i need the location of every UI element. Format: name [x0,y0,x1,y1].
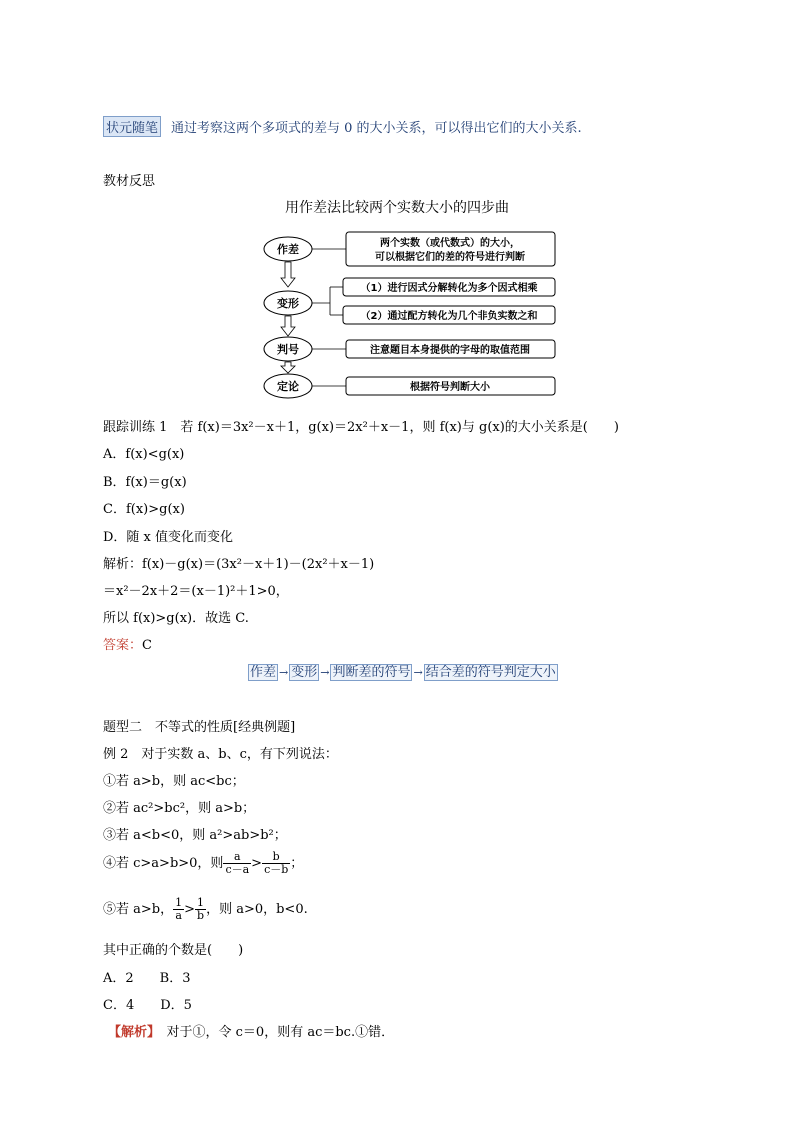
note-bianxing-1: （1）进行因式分解转化为多个因式相乘 [360,283,538,294]
four-step-diagram [0,0,794,410]
flow-step-1: 作差 [250,665,277,680]
example2-options-row2: C．4 D．5 [103,998,192,1013]
example2-s4: ④若 c>a>b>0，则 $\frac{a}{c-a}$ > $\frac{b}{c-b}$ ； [103,850,304,876]
note-panhao: 注意题目本身提供的字母的取值范围 [370,345,530,356]
exercise1-question: 跟踪训练 1 若 f(x)＝3x²－x＋1，g(x)＝2x²＋x－1，则 f(x)与 g(x)的大小关系是( ) [103,420,619,435]
note-zuocha-line1: 两个实数（或代数式）的大小， [380,238,520,249]
exercise1-answer [103,634,152,653]
example2-analysis [108,1021,394,1040]
step-label-panhao: 判号 [277,343,299,356]
example2-question: 其中正确的个数是( ) [103,943,244,958]
example2-intro: 例 2 对于实数 a、b、c，有下列说法： [103,747,338,762]
section-reflection: 教材反思 [103,174,156,189]
flow-step-3: 判断差的符号 [332,665,411,680]
answer-label: 答案： [103,638,143,653]
fraction: $\frac{a}{c-a}$ [225,850,250,876]
arrow-right-icon: → [413,666,423,679]
example2-s1: ①若 a>b，则 ac<bc； [103,774,245,789]
fraction: $\frac{1}{a}$ [175,896,183,922]
note-dinglun: 根据符号判断大小 [410,382,490,393]
fraction: $\frac{1}{b}$ [197,896,205,922]
analysis-label: 【解析】 [108,1025,154,1040]
down-arrow-icon [281,262,295,287]
note-zuocha-line2: 可以根据它们的差的符号进行判断 [375,252,525,263]
example2-s5: ⑤若 a>b， $\frac{1}{a}$ > $\frac{1}{b}$ ，则 a>0，b<0. [103,896,308,922]
exercise1-solution-1: 解析：f(x)－g(x)＝(3x²－x＋1)－(2x²＋x－1) [103,557,375,572]
step-label-dinglun: 定论 [277,380,299,393]
down-arrow-icon [281,362,295,373]
type2-title: 题型二 不等式的性质[经典例题] [103,720,296,735]
step-label-zuocha: 作差 [277,243,299,256]
tip-text: 通过考察这两个多项式的差与 0 的大小关系，可以得出它们的大小关系. [171,121,582,136]
example2-options-row1: A．2 B．3 [103,971,191,986]
exercise1-option-b: B．f(x)＝g(x) [103,475,187,490]
flow-summary [248,661,558,680]
exercise1-option-a: A．f(x)<g(x) [103,447,185,462]
arrow-right-icon: → [320,666,330,679]
exercise1-option-c: C．f(x)>g(x) [103,502,185,517]
step-label-bianxing: 变形 [277,297,299,310]
fraction: $\frac{b}{c-b}$ [264,850,289,876]
flow-step-4: 结合差的符号判定大小 [425,665,556,680]
analysis-text: 对于①，令 c＝0，则有 ac＝bc.①错． [153,1025,395,1040]
example2-s3: ③若 a<b<0，则 a²>ab>b²； [103,828,287,843]
answer-value: C [142,638,152,653]
flow-step-2: 变形 [291,665,318,680]
diagram-title: 用作差法比较两个实数大小的四步曲 [285,200,509,216]
note-bianxing-2: （2）通过配方转化为几个非负实数之和 [360,311,538,322]
down-arrow-icon [281,316,295,336]
exercise1-option-d: D．随 x 值变化而变化 [103,530,234,545]
exercise1-solution-2: ＝x²－2x＋2＝(x－1)²＋1>0， [103,584,289,599]
tip-label: 状元随笔 [103,116,161,137]
exercise1-solution-3: 所以 f(x)>g(x)．故选 C. [103,611,249,626]
example2-s2: ②若 ac²>bc²，则 a>b； [103,801,256,816]
arrow-right-icon: → [279,666,289,679]
